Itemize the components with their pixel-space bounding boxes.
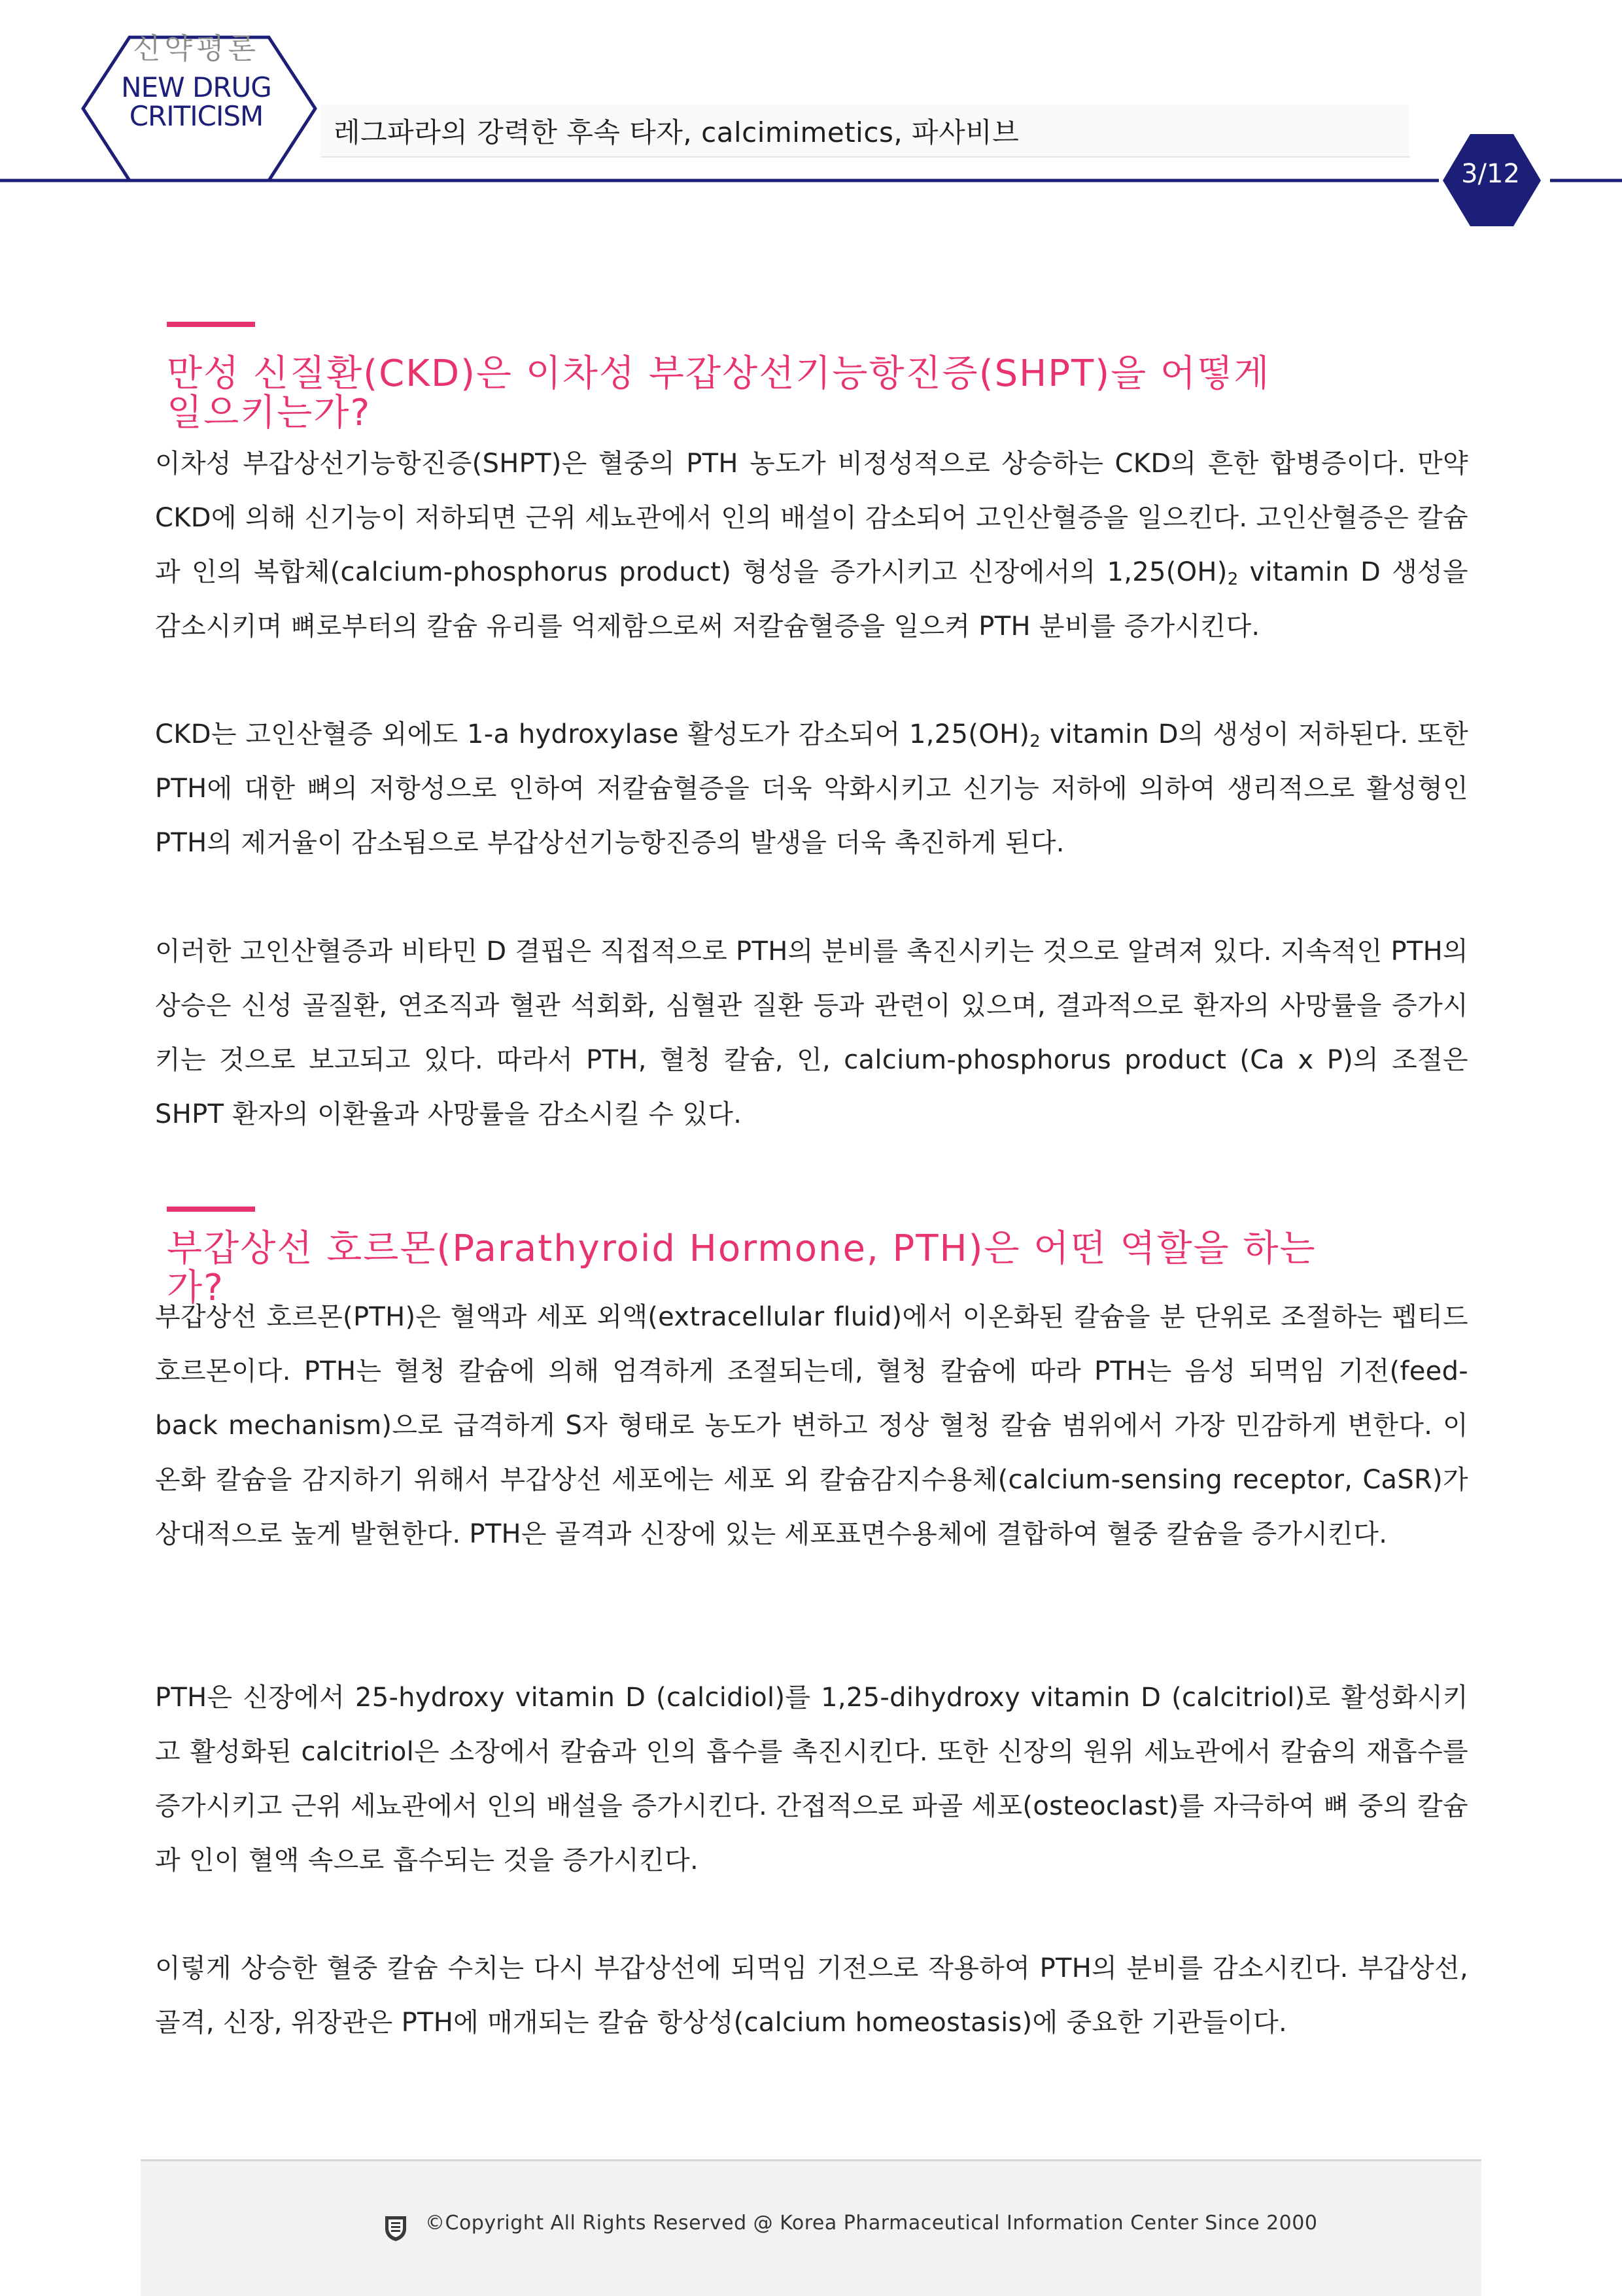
page-header xyxy=(0,0,1622,235)
logo xyxy=(98,34,294,131)
subscript: 2 xyxy=(1029,732,1041,751)
logo-english-line2: CRITICISM xyxy=(129,100,264,133)
section-heading: 만성 신질환(CKD)은 이차성 부갑상선기능항진증(SHPT)을 어떻게 일으키는가? xyxy=(167,352,1271,434)
paragraph-text: 이차성 부갑상선기능항진증(SHPT)은 혈중의 PTH 농도가 비정성적으로 상승하는 CKD의 흔한 합병증이다. 만약 CKD에 의해 신기능이 저하되면 근위 세뇨관에서 인의 배설이 감소되어 고인산혈증을 일으킨다. 고인산혈증은 칼슘과 인의 복합체(calcium-phosphorus product) 형성을 증가시키고 신장에서의 1,25(OH) xyxy=(155,449,1468,587)
paragraph-text: vitamin D의 생성이 저하된다. 또한 PTH에 대한 뼈의 저항성으로 인하여 저칼슘혈증을 더욱 악화시키고 신기능 저하에 의하여 생리적으로 활성형인 PTH의 제거율이 감소됨으로 부갑상선기능항진증의 발생을 더욱 촉진하게 된다. xyxy=(155,719,1468,858)
paragraph xyxy=(155,437,1468,654)
paragraph: 부갑상선 호르몬(PTH)은 혈액과 세포 외액(extracellular fluid)에서 이온화된 칼슘을 분 단위로 조절하는 펩티드 호르몬이다. PTH는 혈청 칼슘에 의해 엄격하게 조절되는데, 혈청 칼슘에 따라 PTH는 음성 되먹임 기전(feed-back mechanism)으로 급격하게 S자 형태로 농도가 변하고 정상 혈청 칼슘 범위에서 가장 민감하게 변한다. 이온화 칼슘을 감지하기 위해서 부갑상선 세포에는 세포 외 칼슘감지수용체(calcium-sensing receptor, CaSR)가 상대적으로 높게 발현한다. PTH은 골격과 신장에 있는 세포표면수용체에 결합하여 혈중 칼슘을 증가시킨다. xyxy=(155,1302,1468,1549)
section-heading: 부갑상선 호르몬(Parathyroid Hormone, PTH)은 어떤 역할을 하는가? xyxy=(167,1227,1317,1309)
paragraph: 이렇게 상승한 혈중 칼슘 수치는 다시 부갑상선에 되먹임 기전으로 작용하여 PTH의 분비를 감소시킨다. 부갑상선, 골격, 신장, 위장관은 PTH에 매개되는 칼슘 항상성(calcium homeostasis)에 중요한 기관들이다. xyxy=(155,1953,1468,2038)
subscript: 2 xyxy=(1227,570,1239,589)
logo-english-line1: NEW DRUG xyxy=(121,71,271,104)
crest-icon xyxy=(384,2214,407,2242)
paragraph xyxy=(155,708,1468,870)
page-number: 3/12 xyxy=(1461,159,1520,189)
section-accent-bar xyxy=(167,322,255,327)
paragraph: PTH은 신장에서 25-hydroxy vitamin D (calcidiol)를 1,25-dihydroxy vitamin D (calcitriol)로 활성화시키고 활성화된 calcitriol은 소장에서 칼슘과 인의 흡수를 촉진시킨다. 또한 신장의 원위 세뇨관에서 칼슘의 재흡수를 증가시키고 근위 세뇨관에서 인의 배설을 증가시킨다. 간접적으로 파골 세포(osteoclast)를 자극하여 뼈 중의 칼슘과 인이 혈액 속으로 흡수되는 것을 증가시킨다. xyxy=(155,1683,1468,1876)
document-title: 레그파라의 강력한 후속 타자, calcimimetics, 파사비브 xyxy=(334,116,1020,148)
copyright-text: ©Copyright All Rights Reserved @ Korea Pharmaceutical Information Center Since 2000 xyxy=(425,2212,1318,2235)
logo-korean: 신약평론 xyxy=(132,32,260,65)
paragraph: 이러한 고인산혈증과 비타민 D 결핍은 직접적으로 PTH의 분비를 촉진시키는 것으로 알려져 있다. 지속적인 PTH의 상승은 신성 골질환, 연조직과 혈관 석회화, 심혈관 질환 등과 관련이 있으며, 결과적으로 환자의 사망률을 증가시키는 것으로 보고되고 있다. 따라서 PTH, 혈청 칼슘, 인, calcium-phosphorus product (Ca x P)의 조절은 SHPT 환자의 이환율과 사망률을 감소시킬 수 있다. xyxy=(155,936,1468,1129)
paragraph-text: vitamin D 생성을 감소시키며 뼈로부터의 칼슘 유리를 억제함으로써 저칼슘혈증을 일으켜 PTH 분비를 증가시킨다. xyxy=(155,557,1468,642)
section-accent-bar xyxy=(167,1207,255,1212)
paragraph-text: CKD는 고인산혈증 외에도 1-a hydroxylase 활성도가 감소되어 1,25(OH) xyxy=(155,719,1030,749)
